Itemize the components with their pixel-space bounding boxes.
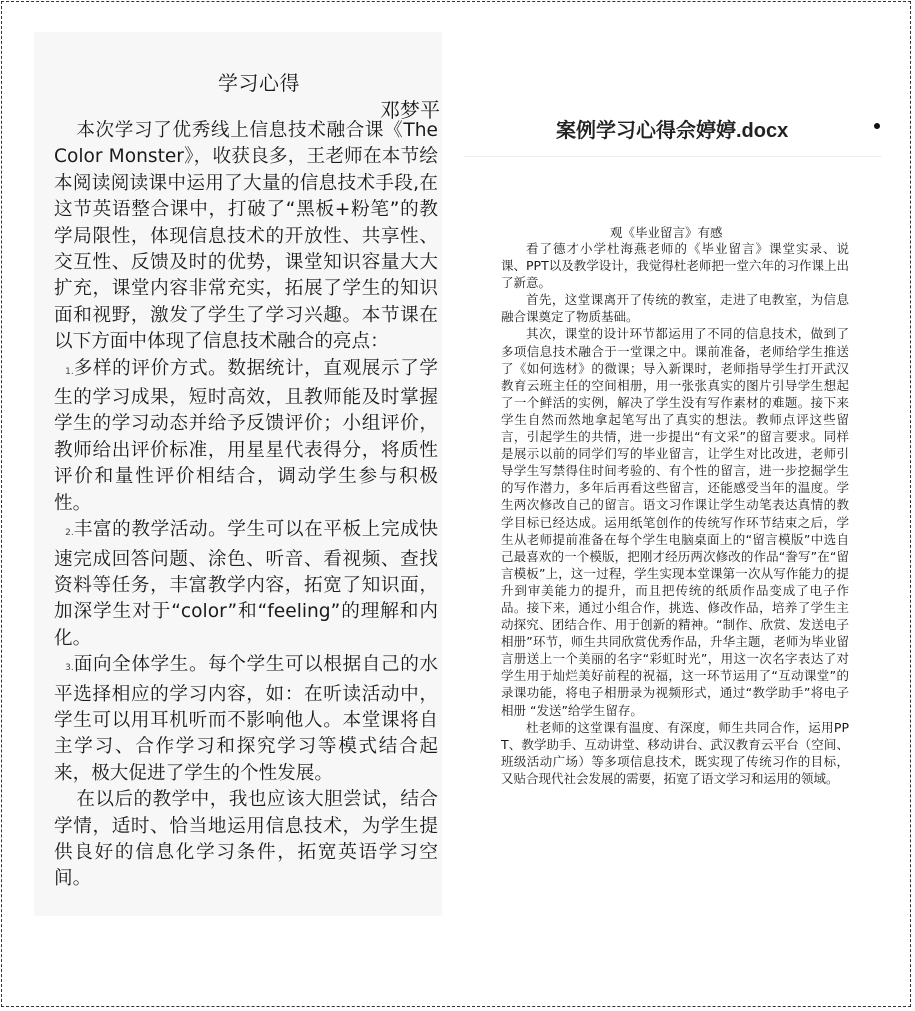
document-filename: 案例学习心得佘婷婷.docx — [556, 120, 789, 142]
left-document-body — [54, 118, 438, 893]
right-document-body — [501, 240, 849, 787]
right-paragraph: 首先，这堂课离开了传统的教室，走进了电教室，为信息融合课奠定了物质基础。 — [501, 292, 849, 325]
right-document-title: 观《毕业留言》有感 — [610, 225, 723, 240]
left-point-2 — [54, 517, 438, 652]
left-document-author: 邓梦平 — [380, 98, 440, 122]
point-number: 2. — [65, 528, 74, 539]
point-number: 3. — [65, 663, 74, 674]
more-dot-icon[interactable] — [874, 123, 880, 129]
left-point-1 — [54, 356, 438, 517]
point-text: 面向全体学生。每个学生可以根据自己的水平选择相应的学习内容，如：在听读活动中，学生可以用耳机听而不影响他人。本堂课将自主学习、合作学习和探究学习等模式结合起来，极大促进了学生的个性发展。 — [54, 654, 438, 784]
left-conclusion-paragraph: 在以后的教学中，我也应该大胆尝试，结合学情，适时、恰当地运用信息技术，为学生提供良好的信息化学习条件，拓宽英语学习空间。 — [54, 789, 438, 890]
right-paragraph: 其次，课堂的设计环节都运用了不同的信息技术，做到了多项信息技术融合于一堂课之中。课前准备，老师给学生推送了《如何选材》的微课；导入新课时，老师指导学生打开武汉教育云班主任的空间相册，用一张张真实的图片引导学生想起了一个鲜活的实例，解决了学生没有写作素材的难题。接下来学生自然而然地拿起笔写出了真实的想法。教师点评这些留言，引起学生的共情，进一步提出“有文采”的留言要求。同样是展示以前的同学们写的毕业留言，让学生对比改进，老师引导学生写禁得住时间考验的、有个性的留言，进一步挖掘学生的写作潜力，多年后再看这些留言，还能感受当年的温度。学生两次修改自己的留言。语文习作课让学生动笔表达真情的教学目标已经达成。运用纸笔创作的传统写作环节结束之后，学生从老师提前准备在每个学生电脑桌面上的“留言模版”中选自己最喜欢的一个模版，把刚才经历两次修改的作品“誊写”在“留言模板”上，这一过程，学生实现本堂课第一次从写作能力的提升到审美能力的提升，而且把传统的纸质作品变成了电子作品。接下来，通过小组合作，挑选、修改作品，培养了学生主动探究、团结合作、用于创新的精神。“制作、欣赏、发送电子相册”环节，师生共同欣赏优秀作品，升华主题，老师为毕业留言册送上一个美丽的名字“彩虹时光”，用这一次名字表达了对学生用于灿烂美好前程的祝福，这一环节运用了“互动课堂”的录课功能，将电子相册录为视频形式，通过“教学助手”将电子相册 “发送”给学生留存。 — [501, 326, 849, 718]
point-number: 1. — [65, 366, 74, 377]
right-paragraph: 杜老师的这堂课有温度、有深度，师生共同合作，运用PPT、教学助手、互动讲堂、移动讲台、武汉教育云平台（空间、班级活动广场）等多项信息技术，既实现了传统习作的目标，又贴合现代社会发展的需要，拓宽了语文学习和运用的领域。 — [501, 719, 849, 786]
point-text: 多样的评价方式。数据统计，直观展示了学生的学习成果，短时高效，且教师能及时掌握学生的学习动态并给予反馈评价；小组评价，教师给出评价标准，用星星代表得分，将质性评价和量性评价相结合，调动学生参与积极性。 — [54, 357, 438, 514]
point-text: 丰富的教学活动。学生可以在平板上完成快速完成回答问题、涂色、听音、看视频、查找资料等任务，丰富教学内容，拓宽了知识面，加深学生对于“color”和“feeling”的理解和内化。 — [54, 519, 438, 649]
left-document-title: 学习心得 — [218, 71, 300, 95]
document-viewer-header — [464, 104, 882, 157]
left-point-3 — [54, 652, 438, 787]
right-paragraph: 看了德才小学杜海燕老师的《毕业留言》课堂实录、说课、PPT以及教学设计，我觉得杜老师把一堂六年的习作课上出了新意。 — [501, 241, 849, 291]
left-intro-paragraph: 本次学习了优秀线上信息技术融合课《The Color Monster》，收获良多，王老师在本节绘本阅读阅读课中运用了大量的信息技术手段,在这节英语整合课中，打破了“黑板+粉笔”的教学局限性，体现信息技术的开放性、共享性、交互性、反馈及时的优势，课堂知识容量大大扩充，课堂内容非常充实，拓展了学生的知识面和视野，激发了学生了学习兴趣。本节课在以下方面中体现了信息技术融合的亮点： — [54, 120, 438, 353]
